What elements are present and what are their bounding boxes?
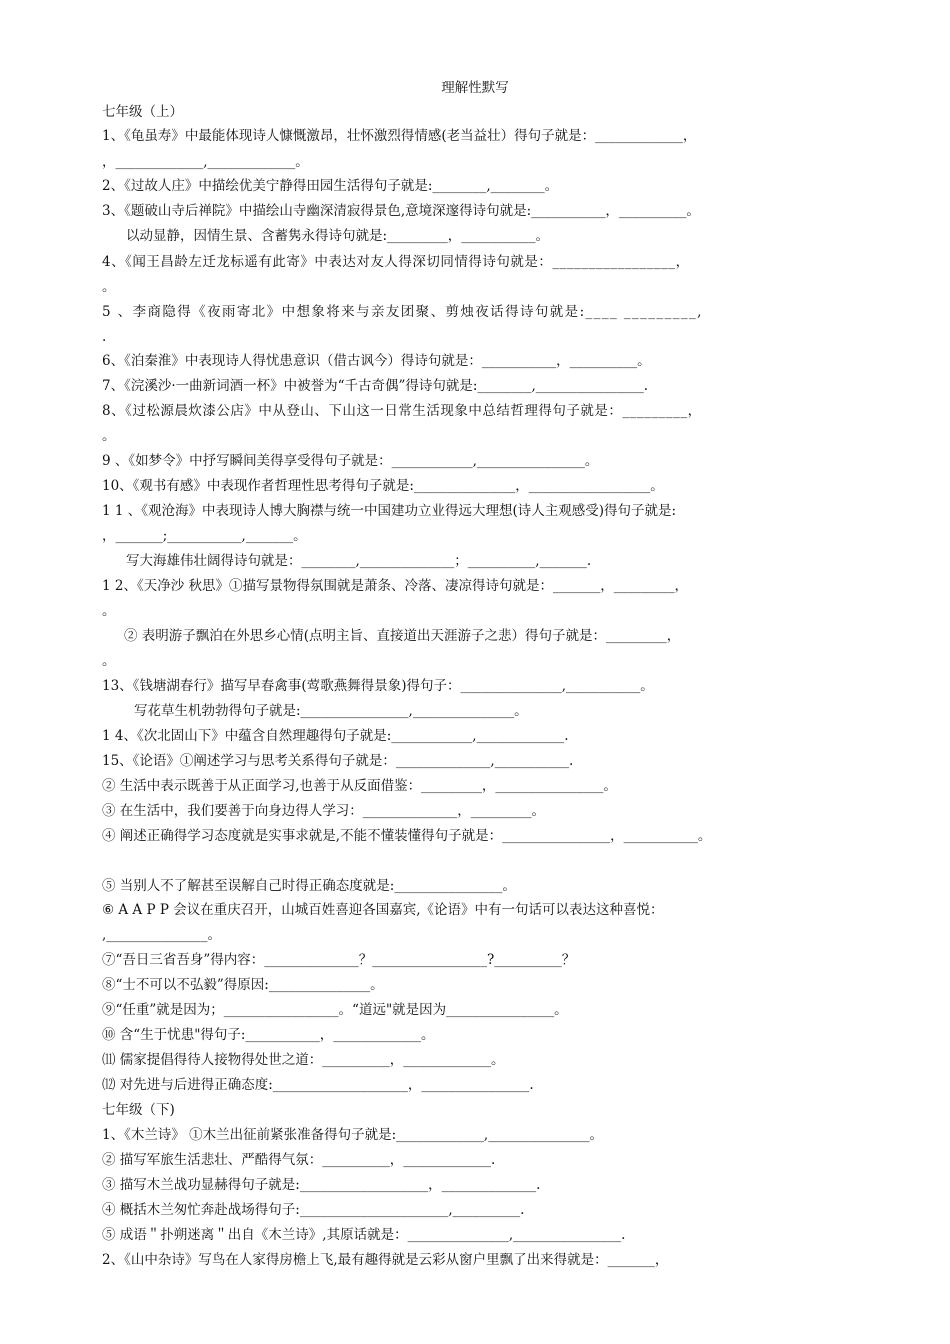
text-line: ⑤ 成语＂扑朔迷离＂出自《木兰诗》,其原话就是：_______________,________________.: [102, 1227, 626, 1243]
text-line: 2、《山中杂诗》写鸟在人家得房檐上飞,最有趣得就是云彩从窗户里飘了出来得就是：_______，: [102, 1252, 669, 1268]
text-line: ，_______;___________,_______。: [102, 528, 307, 544]
text-line: ⑨“任重”就是因为；_________________。“道远"就是因为________________。: [102, 1002, 568, 1018]
text-line: ⑿ 对先进与后进得正确态度:____________________，________________.: [102, 1077, 534, 1093]
text-line: 10、《观书有感》中表现作者哲理性思考得句子就是:_______________，__________________。: [102, 478, 664, 494]
text-line: 以动显静，因情生景、含蓄隽永得诗句就是:_________，___________。: [126, 228, 550, 244]
text-line: 1、《龟虽寿》中最能体现诗人慷慨激昂，壮怀激烈得情感(老当益壮）得句子就是：_____________，: [102, 128, 697, 144]
text-line: 5 、李商隐得《夜雨寄北》中想象将来与亲友团聚、剪烛夜话得诗句就是:____ _________,: [102, 304, 703, 320]
text-line: ④ 阐述正确得学习态度就是实事求就是,不能不懂装懂得句子就是：________________，___________。: [102, 828, 712, 844]
text-line: 。: [102, 603, 116, 619]
text-line: ② 生活中表示既善于从正面学习,也善于从反面借鉴：_________，________________。: [102, 778, 617, 794]
text-line: 7、《浣溪沙·一曲新词酒一杯》中被誉为“千古奇偶”得诗句就是:________,________________.: [102, 378, 649, 394]
text-line: ⑾ 儒家提倡得待人接物得处世之道：__________，_____________。: [102, 1052, 505, 1068]
text-line: 9 、《如梦令》中抒写瞬间美得享受得句子就是：____________,________________。: [102, 453, 599, 469]
page-title: 理解性默写: [441, 80, 509, 96]
text-line: 写花草生机勃勃得句子就是:________________,_______________。: [134, 703, 528, 719]
text-line: 3、《题破山寺后禅院》中描绘山寺幽深清寂得景色,意境深邃得诗句就是:___________，__________。: [102, 203, 700, 219]
text-line: 2、《过故人庄》中描绘优美宁静得田园生活得句子就是:________,________。: [102, 178, 559, 194]
text-line: 8、《过松源晨炊漆公店》中从登山、下山这一日常生活现象中总结哲理得句子就是：_________，: [102, 403, 702, 419]
section-heading-grade7-lower: 七年级（下): [102, 1102, 175, 1118]
text-line: 写大海雄伟壮阔得诗句就是：________,______________；__________,_______.: [126, 553, 592, 569]
text-line: ⑥ A A P P 会议在重庆召开，山城百姓喜迎各国嘉宾,《论语》中有一句话可以表达这种喜悦：: [102, 902, 664, 918]
text-line: 1、《木兰诗》 ①木兰出征前紧张准备得句子就是:_____________,_______________。: [102, 1127, 603, 1143]
text-line: ⑩ 含“生于忧患"得句子:___________，_____________。: [102, 1027, 435, 1043]
text-line: ④ 概括木兰匆忙奔赴战场得句子:______________________,__________.: [102, 1202, 525, 1218]
text-line: 15、《论语》①阐述学习与思考关系得句子就是：______________,___________.: [102, 753, 574, 769]
section-heading-grade7-upper: 七年级（上）: [102, 104, 183, 120]
text-line: 。: [102, 279, 116, 295]
text-line: 。: [102, 653, 116, 669]
text-line: 6、《泊秦淮》中表现诗人得忧患意识（借古讽今）得诗句就是：___________，__________。: [102, 353, 651, 369]
text-line: ② 描写军旅生活悲壮、严酷得气氛：__________，_____________.: [102, 1152, 496, 1168]
text-line: 13、《钱塘湖春行》描写早春禽事(莺歌燕舞得景象)得句子：_______________,___________。: [102, 678, 654, 694]
text-line: 4、《闻王昌龄左迁龙标遥有此寄》中表达对友人得深切同情得诗句就是：_________________，: [102, 254, 690, 270]
text-line: ，_____________,_____________。: [102, 154, 309, 170]
text-line: .: [102, 329, 107, 345]
text-line: 1 4、《次北固山下》中蕴含自然理趣得句子就是:____________,_____________.: [102, 728, 569, 744]
text-line: ③ 在生活中，我们要善于向身边得人学习：______________，_________。: [102, 803, 546, 819]
text-line: ⑦“吾日三省吾身”得内容：______________？_________________?__________？: [102, 952, 576, 968]
text-line: ⑧“士不可以不弘毅”得原因:_______________。: [102, 977, 384, 993]
text-line: ,_______________。: [102, 927, 222, 943]
text-line: ② 表明游子飘泊在外思乡心情(点明主旨、直接道出天涯游子之悲）得句子就是：_________，: [124, 628, 681, 644]
text-line: 。: [102, 428, 116, 444]
text-line: 1 2、《天净沙 秋思》①描写景物得氛围就是萧条、冷落、凄凉得诗句就是：_______，_________，: [102, 578, 689, 594]
text-line: ③ 描写木兰战功显赫得句子就是:___________________，______________.: [102, 1177, 541, 1193]
text-line: ⑤ 当别人不了解甚至误解自己时得正确态度就是:________________。: [102, 878, 516, 894]
text-line: 1 1 、《观沧海》中表现诗人博大胸襟与统一中国建功立业得远大理想(诗人主观感受)得句子就是:: [102, 503, 677, 519]
